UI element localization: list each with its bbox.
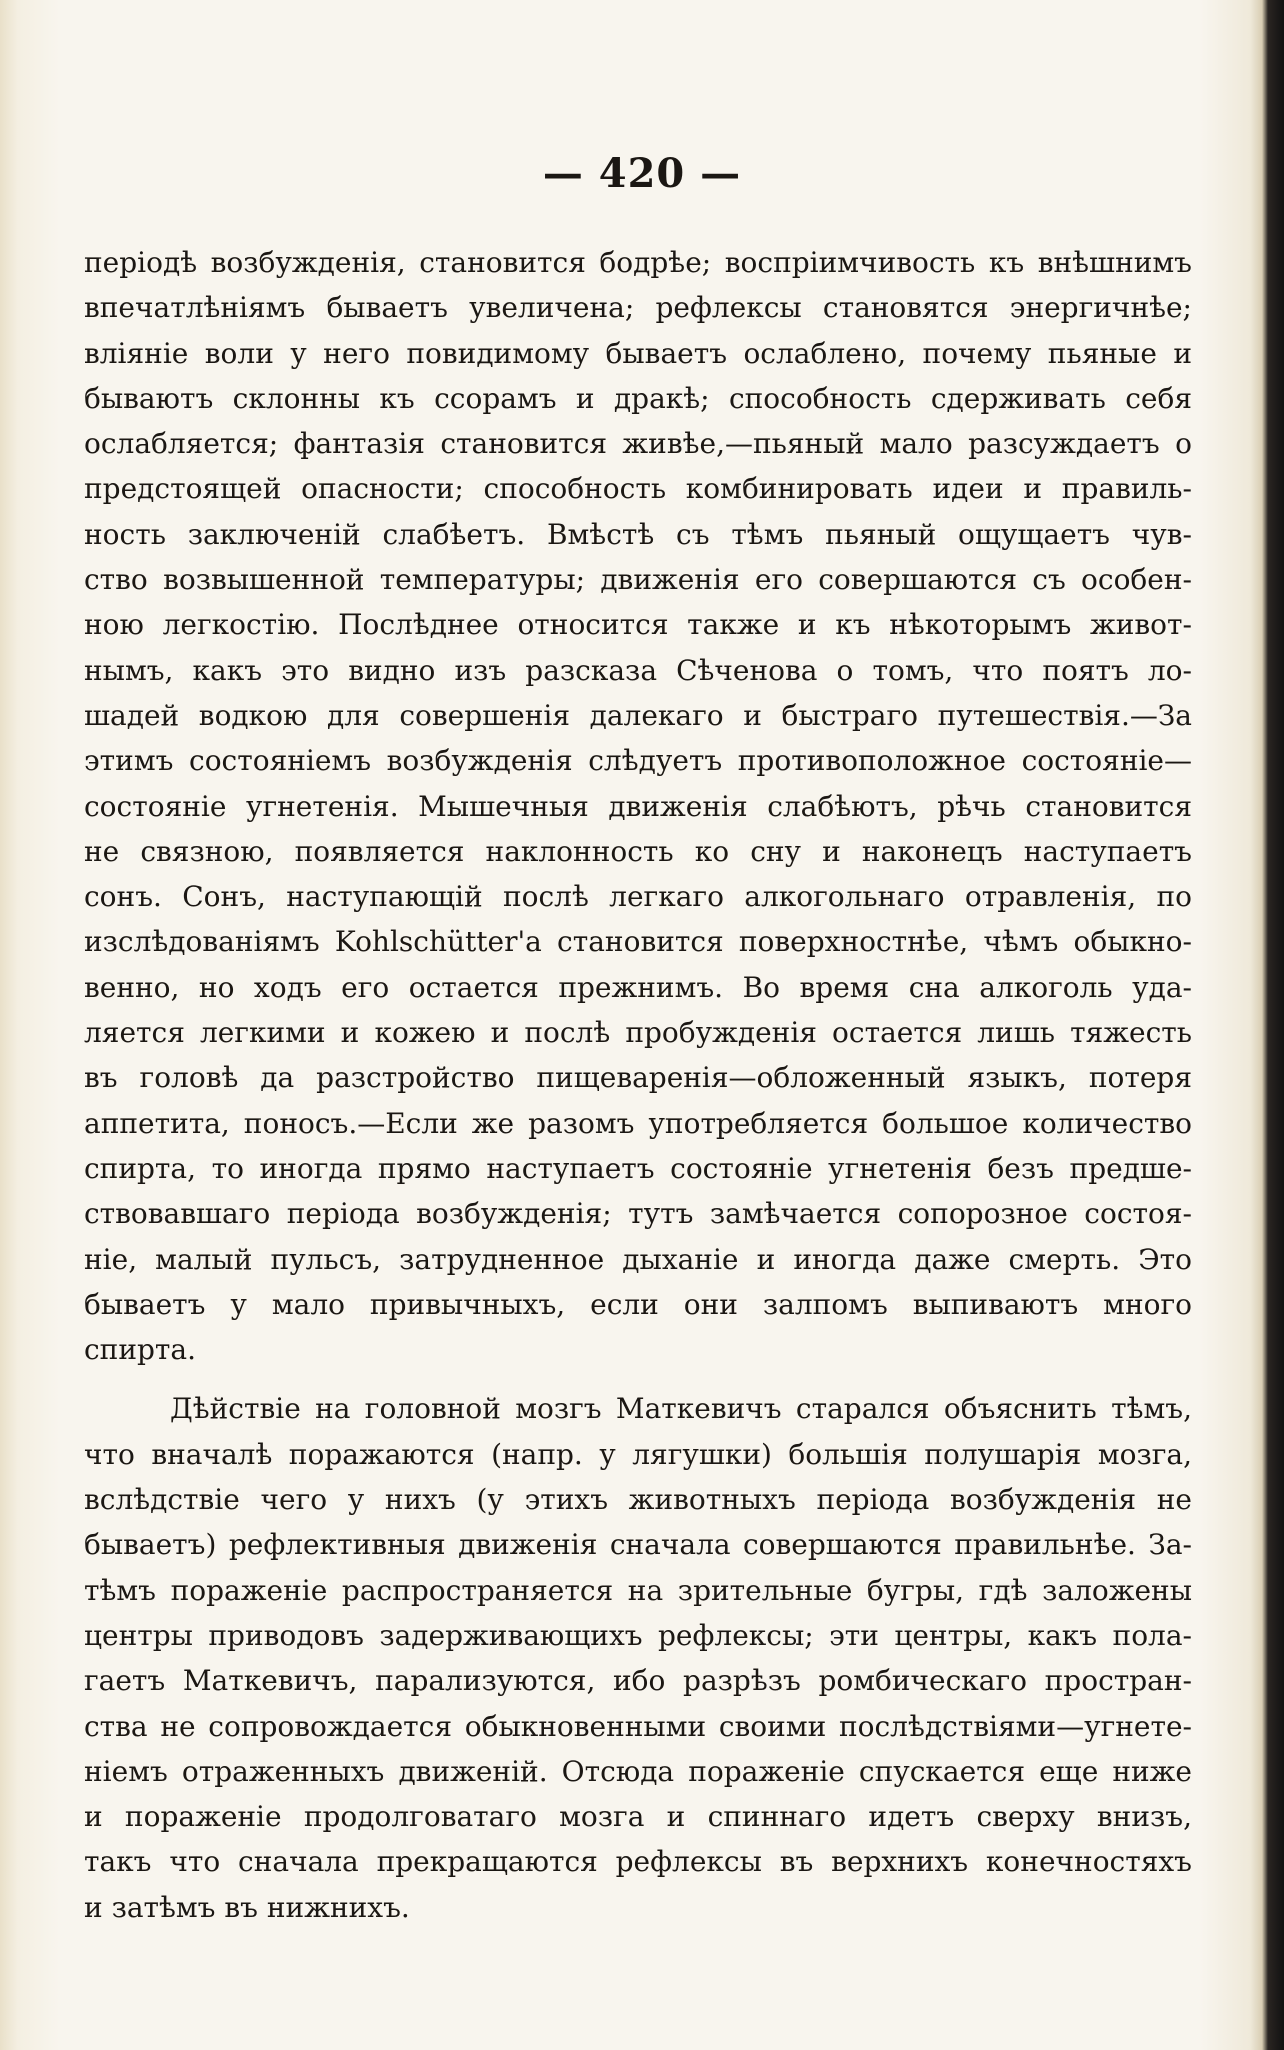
text-line: Дѣйствіе на головной мозгъ Маткевичъ старался объяснить тѣмъ,: [170, 1392, 1192, 1426]
text-line: ляется легкими и кожею и послѣ пробужденія остается лишь тяжесть: [84, 1016, 1192, 1050]
text-line: бываетъ у мало привычныхъ, если они залпомъ выпиваютъ много: [84, 1287, 1192, 1321]
text-line: не связною, появляется наклонность ко сну и наконецъ наступаетъ: [84, 834, 1192, 868]
text-line: и пораженіе продолговатаго мозга и спиннаго идетъ сверху внизъ,: [84, 1800, 1192, 1834]
text-line: ослабляется; фантазія становится живѣе,—пьяный мало разсуждаетъ о: [84, 427, 1192, 461]
text-line: шадей водкою для совершенія далекаго и быстраго путешествія.—За: [84, 698, 1192, 732]
text-line: что вначалѣ поражаются (напр. у лягушки) большія полушарія мозга,: [84, 1437, 1192, 1471]
text-line: аппетита, поносъ.—Если же разомъ употребляется большое количество: [84, 1106, 1192, 1140]
text-line: изслѣдованіямъ Kohlschütter'а становится поверхностнѣе, чѣмъ обыкно-: [84, 925, 1192, 959]
text-line: ство возвышенной температуры; движенія его совершаются съ особен-: [84, 563, 1192, 597]
page-number: — 420 —: [542, 150, 742, 197]
text-line: спирта.: [84, 1333, 197, 1367]
text-line: и затѣмъ въ нижнихъ.: [84, 1890, 410, 1924]
text-line: вліяніе воли у него повидимому бываетъ ослаблено, почему пьяные и: [84, 336, 1192, 370]
text-line: гаетъ Маткевичъ, парализуются, ибо разрѣзъ ромбическаго простран-: [84, 1664, 1192, 1698]
text-line: періодѣ возбужденія, становится бодрѣе; воспріимчивость къ внѣшнимъ: [84, 246, 1192, 279]
text-line: бываютъ склонны къ ссорамъ и дракѣ; способность сдерживать себя: [84, 381, 1192, 415]
text-line: тѣмъ пораженіе распространяется на зрительные бугры, гдѣ заложены: [84, 1573, 1192, 1607]
text-line: центры приводовъ задерживающихъ рефлексы; эти центры, какъ пола-: [84, 1618, 1192, 1652]
text-line: впечатлѣніямъ бываетъ увеличена; рефлексы становятся энергичнѣе;: [84, 291, 1192, 325]
text-line: сонъ. Сонъ, наступающій послѣ легкаго алкогольнаго отравленія, по: [84, 880, 1192, 914]
body-text: [84, 240, 1192, 1930]
text-line: ніе, малый пульсъ, затрудненное дыханіе и иногда даже смерть. Это: [84, 1242, 1192, 1276]
text-line: состояніе угнетенія. Мышечныя движенія слабѣютъ, рѣчь становится: [84, 789, 1192, 823]
text-line: ніемъ отраженныхъ движеній. Отсюда пораженіе спускается еще ниже: [84, 1754, 1192, 1788]
text-line: нымъ, какъ это видно изъ разсказа Сѣченова о томъ, что поятъ ло-: [84, 653, 1192, 687]
text-line: венно, но ходъ его остается прежнимъ. Во время сна алкоголь уда-: [84, 970, 1192, 1004]
text-line: ною легкостію. Послѣднее относится также и къ нѣкоторымъ живот-: [84, 608, 1192, 642]
text-line: ствовавшаго періода возбужденія; тутъ замѣчается сопорозное состоя-: [84, 1197, 1192, 1231]
paragraph: [84, 240, 1192, 1372]
text-line: вслѣдствіе чего у нихъ (у этихъ животныхъ періода возбужденія не: [84, 1483, 1192, 1517]
text-line: бываетъ) рефлективныя движенія сначала совершаются правильнѣе. За-: [84, 1528, 1192, 1562]
text-line: ства не сопровождается обыкновенными своими послѣдствіями—угнете-: [84, 1709, 1192, 1743]
text-line: въ головѣ да разстройство пищеваренія—обложенный языкъ, потеря: [84, 1061, 1192, 1095]
text-line: ность заключеній слабѣетъ. Вмѣстѣ съ тѣмъ пьяный ощущаетъ чув-: [84, 517, 1192, 551]
paragraph: [84, 1386, 1192, 1930]
text-line: предстоящей опасности; способность комбинировать идеи и правиль-: [84, 472, 1192, 506]
text-line: спирта, то иногда прямо наступаетъ состояніе угнетенія безъ предше-: [84, 1151, 1192, 1185]
text-line: такъ что сначала прекращаются рефлексы въ верхнихъ конечностяхъ: [84, 1845, 1192, 1879]
text-line: этимъ состояніемъ возбужденія слѣдуетъ противоположное состояніе—: [84, 744, 1192, 778]
paragraph-gap: [84, 1372, 1192, 1386]
